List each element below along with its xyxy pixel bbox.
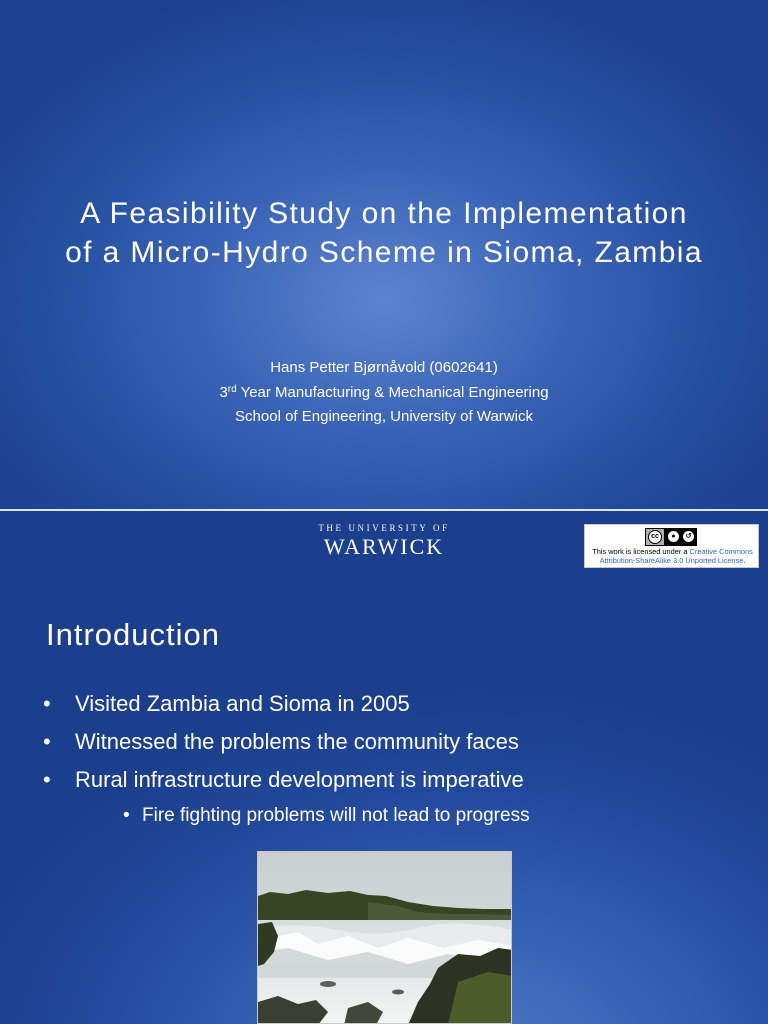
author-name: Hans Petter Bjørnåvold (0602641) <box>270 359 498 376</box>
slide-title <box>40 194 728 272</box>
bullet-glyph: • <box>43 767 51 792</box>
cc-icon: cc <box>648 530 662 544</box>
program-name: Year Manufacturing & Mechanical Engineering <box>236 383 549 401</box>
cc-by-sa-badge[interactable] <box>645 528 697 546</box>
bullet-text: Rural infrastructure development is imperative <box>75 767 524 792</box>
license-text-suffix: . <box>743 556 746 565</box>
license-text <box>587 547 758 565</box>
creative-commons-license-box[interactable] <box>584 524 759 568</box>
license-link-creative-commons[interactable]: Creative Commons <box>689 547 753 556</box>
bullet-text: Visited Zambia and Sioma in 2005 <box>75 691 410 716</box>
introduction-heading: Introduction <box>46 617 220 652</box>
title-line-2: of a Micro-Hydro Scheme in Sioma, Zambia <box>65 236 703 269</box>
program-year: 3 <box>219 383 228 401</box>
warwick-logo-small-text: THE UNIVERSITY OF <box>318 523 450 533</box>
by-person-icon: ● <box>668 531 679 542</box>
cc-attribution-panel <box>664 529 696 545</box>
bullet-glyph: • <box>43 729 51 754</box>
bullet-text: Witnessed the problems the community faces <box>75 729 519 754</box>
author-block <box>0 356 768 430</box>
sub-bullet-glyph: • <box>123 805 130 826</box>
waterfall-photo <box>257 851 512 1024</box>
program-superscript: rd <box>227 383 237 395</box>
warwick-logo-wordmark: WARWICK <box>323 534 445 559</box>
share-alike-icon: ↺ <box>683 531 694 542</box>
warwick-logo <box>300 522 468 560</box>
title-slide <box>0 0 768 509</box>
sub-bullet-text: Fire fighting problems will not lead to progress <box>142 805 530 826</box>
school-line: School of Engineering, University of Warwick <box>235 408 533 425</box>
license-text-prefix: This work is licensed under a <box>592 547 690 556</box>
bullet-glyph: • <box>43 691 51 716</box>
license-link-attribution[interactable]: Attribution-ShareAlike 3.0 Unported License <box>599 556 744 565</box>
title-line-1: A Feasibility Study on the Implementation <box>80 197 688 230</box>
program-line <box>0 381 768 406</box>
